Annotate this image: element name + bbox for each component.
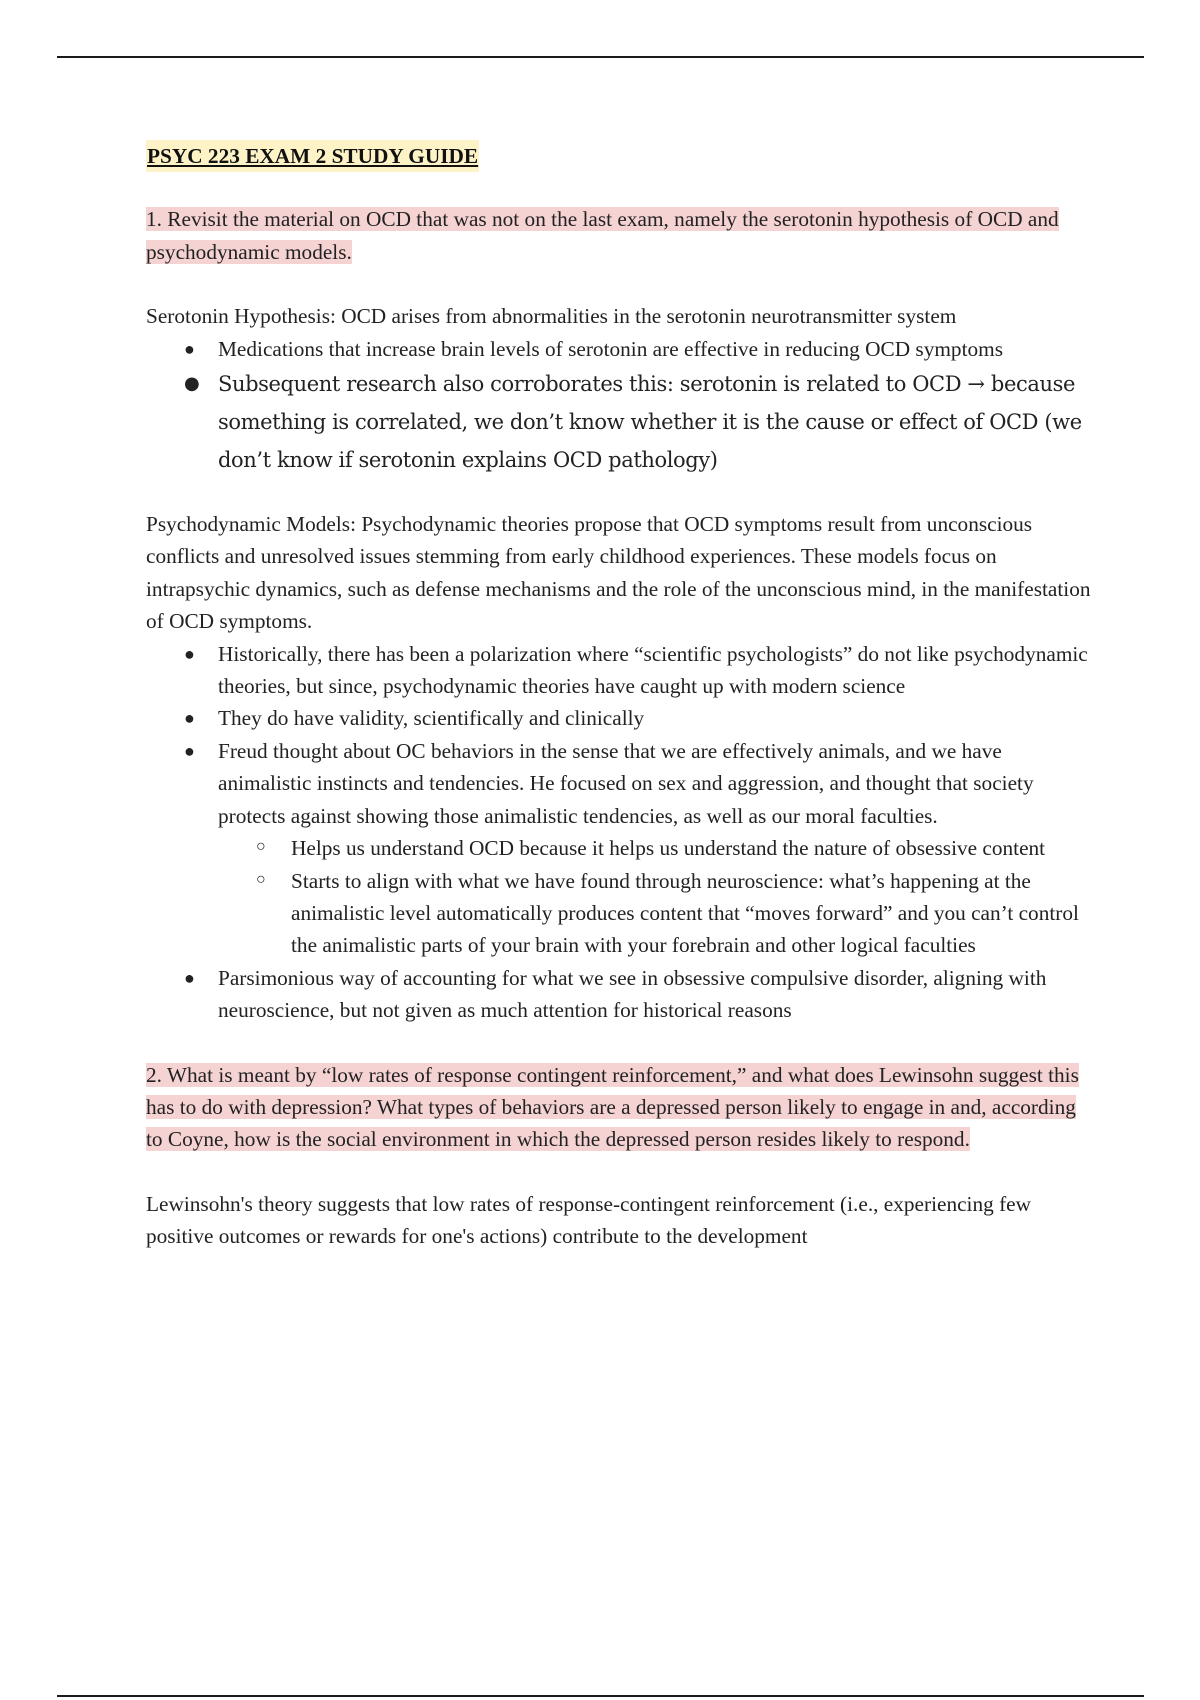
list-item xyxy=(184,702,1096,734)
serotonin-bullet-list xyxy=(146,333,1096,479)
list-item xyxy=(184,962,1096,1027)
sub-bullet-text: Starts to align with what we have found through neuroscience: what’s happening at the animalistic level automatically produces content that “moves forward” and you can’t control the animalistic parts of your brain with your forebrain and other logical faculties xyxy=(291,868,1079,958)
sub-bullet-icon: ○ xyxy=(256,870,266,888)
bullet-icon: ● xyxy=(184,373,200,395)
top-rule xyxy=(57,56,1144,58)
list-item xyxy=(184,365,1096,479)
list-item xyxy=(184,735,1096,962)
question-2 xyxy=(146,1059,1096,1156)
list-item xyxy=(256,865,1096,962)
lewinsohn-paragraph: Lewinsohn's theory suggests that low rates of response-contingent reinforcement (i.e., experiencing few positive outcomes or rewards for one's actions) contribute to the development xyxy=(146,1191,1032,1249)
bullet-icon: ● xyxy=(184,708,195,729)
list-item xyxy=(256,832,1096,864)
document-title: PSYC 223 EXAM 2 STUDY GUIDE xyxy=(146,140,479,172)
sub-bullet-text: Helps us understand OCD because it helps us understand the nature of obsessive content xyxy=(291,836,1046,861)
bullet-icon: ● xyxy=(184,740,195,761)
serotonin-intro: Serotonin Hypothesis: OCD arises from abnormalities in the serotonin neurotransmitter system xyxy=(146,304,957,329)
question-1 xyxy=(146,203,1096,268)
question-2-text: 2. What is meant by “low rates of response contingent reinforcement,” and what does Lewinsohn suggest this has to do with depression? What types of behaviors are a depressed person likely to engage in and, according to Coyne, how is the social environment in which the depressed person resides likely to respond. xyxy=(146,1062,1079,1152)
bottom-rule xyxy=(57,1695,1144,1697)
sub-bullet-icon: ○ xyxy=(256,838,266,856)
bullet-icon: ● xyxy=(184,338,195,359)
question-1-text: 1. Revisit the material on OCD that was not on the last exam, namely the serotonin hypothesis of OCD and psychodynamic models. xyxy=(146,207,1059,264)
bullet-text: Subsequent research also corroborates this: serotonin is related to OCD → because something is correlated, we don’t know whether it is the cause or effect of OCD (we don’t know if serotonin explains OCD pathology) xyxy=(218,372,1082,473)
psychodynamic-intro: Psychodynamic Models: Psychodynamic theories propose that OCD symptoms result from unconscious conflicts and unresolved issues stemming from early childhood experiences. These models focus on intrapsychic dynamics, such as defense mechanisms and the role of the unconscious mind, in the manifestation of OCD symptoms. xyxy=(146,512,1091,634)
bullet-text: Historically, there has been a polarization where “scientific psychologists” do not like psychodynamic theories, but since, psychodynamic theories have caught up with modern science xyxy=(218,641,1088,699)
list-item xyxy=(184,333,1096,365)
bullet-text: Medications that increase brain levels of serotonin are effective in reducing OCD symptoms xyxy=(218,336,1003,361)
psychodynamic-bullet-list xyxy=(146,638,1096,1027)
freud-sub-bullet-list xyxy=(218,832,1096,962)
bullet-text: They do have validity, scientifically and clinically xyxy=(218,706,645,731)
document-body xyxy=(146,140,1096,1253)
bullet-icon: ● xyxy=(184,967,195,988)
bullet-text: Freud thought about OC behaviors in the sense that we are effectively animals, and we have animalistic instincts and tendencies. He focused on sex and aggression, and thought that society protects against showing those animalistic tendencies, as well as our moral faculties. xyxy=(218,738,1034,828)
bullet-text: Parsimonious way of accounting for what we see in obsessive compulsive disorder, aligning with neuroscience, but not given as much attention for historical reasons xyxy=(218,965,1047,1023)
bullet-icon: ● xyxy=(184,643,195,664)
list-item xyxy=(184,638,1096,703)
